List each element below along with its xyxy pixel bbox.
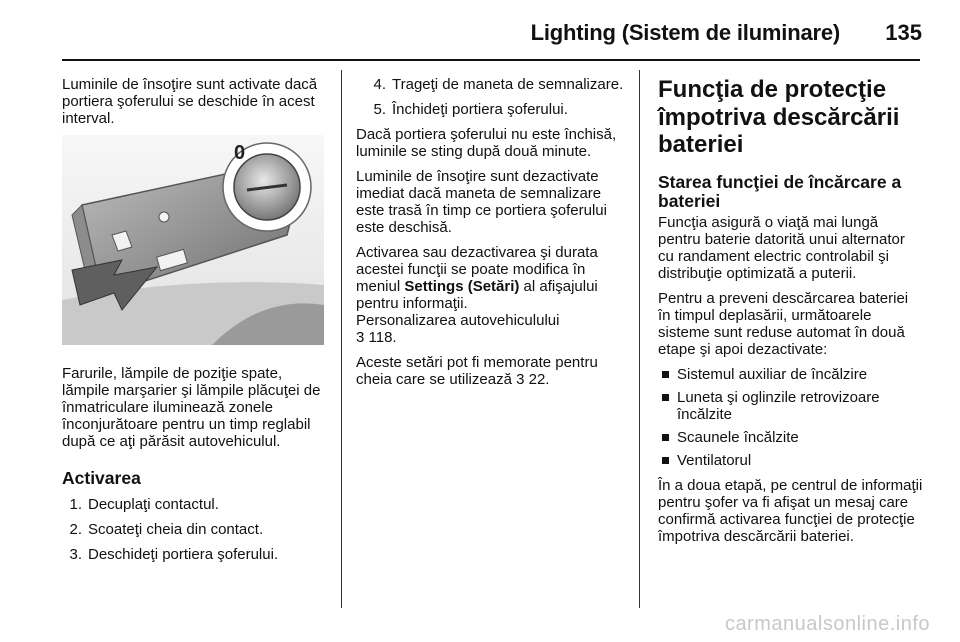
column-divider-1 [341, 70, 342, 608]
activation-steps-continued [356, 76, 626, 118]
turn-signal-lever-illustration [62, 135, 324, 345]
column-divider-2 [639, 70, 640, 608]
list-item: Ventilatorul [658, 452, 924, 469]
running-header-title: Lighting (Sistem de iluminare) [530, 20, 840, 45]
list-item: 1. Decuplaţi contactul. [69, 496, 219, 513]
paragraph: Activarea sau dezactivarea şi durata acestei funcţii se poate modifica în meniul Settings (Setări) al afişajului pentru informaţii. Personalizarea autovehiculului 3 118. [356, 244, 598, 346]
list-item: Sistemul auxiliar de încălzire [658, 366, 924, 383]
list-item: Scaunele încălzite [658, 429, 924, 446]
paragraph: Dacă portiera şoferului nu este închisă, luminile se sting după două minute. [356, 126, 617, 160]
activation-steps [62, 496, 324, 563]
bullet-icon [662, 394, 669, 401]
column-3 [658, 76, 924, 553]
paragraph: În a doua etapă, pe centrul de informaţii pentru şofer va fi afişat un mesaj care confirmă activarea funcţiei de protecţie împotriva descărcării bateriei. [658, 476, 923, 545]
figure-label: 0 [234, 142, 246, 164]
bullet-icon [662, 434, 669, 441]
intro-paragraph: Luminile de însoţire sunt activate dacă portiera şoferului se deschide în acest interval. [62, 76, 318, 127]
cross-reference-label: Personalizarea autovehiculului [356, 312, 560, 329]
section-title-activation: Activarea [62, 468, 141, 488]
paragraph: Pentru a preveni descărcarea bateriei în timpul deplasării, următoarele sisteme sunt reduse automat în două etape şi apoi dezactivate: [658, 289, 909, 358]
paragraph: Aceste setări pot fi memorate pentru cheia care se utilizează 3 22. [356, 354, 598, 388]
cross-reference-link: 3 118. [356, 329, 397, 346]
settings-menu-label: Settings (Setări) [404, 278, 520, 295]
paragraph: Luminile de însoţire sunt dezactivate imediat dacă maneta de semnalizare este trasă în timp ce portiera şoferului este deschisă. [356, 168, 607, 236]
section-heading: Funcţia de protecţie împotriva descărcării bateriei [658, 76, 900, 158]
list-item: 5. Închideţi portiera şoferului. [373, 101, 568, 118]
after-figure-paragraph: Farurile, lămpile de poziţie spate, lămpile marşarier şi lămpile plăcuţei de înmatriculare iluminează zonele înconjurătoare pentru un timp reglabil după ce aţi părăsit autovehiculul. [62, 365, 321, 450]
paragraph: Funcţia asigură o viaţă mai lungă pentru baterie datorită unui alternator cu randament electric controlabil şi distribuţie optimizată a puterii. [658, 213, 905, 282]
column-2 [356, 76, 626, 396]
reduced-systems-list [658, 366, 924, 469]
bullet-icon [662, 457, 669, 464]
list-item: Luneta şi oglinzile retrovizoare încălzite [658, 389, 924, 423]
list-item: 2. Scoateţi cheia din contact. [69, 521, 264, 538]
list-item: 4. Trageţi de maneta de semnalizare. [373, 76, 624, 93]
turn-signal-lever-figure [62, 135, 324, 345]
subsection-heading: Starea funcţiei de încărcare a bateriei [658, 171, 902, 211]
watermark: carmanualsonline.info [724, 613, 930, 635]
page-number: 135 [885, 20, 922, 45]
list-item: 3. Deschideţi portiera şoferului. [69, 546, 279, 563]
bullet-icon [662, 371, 669, 378]
column-1 [62, 76, 324, 571]
header-rule [62, 59, 920, 61]
